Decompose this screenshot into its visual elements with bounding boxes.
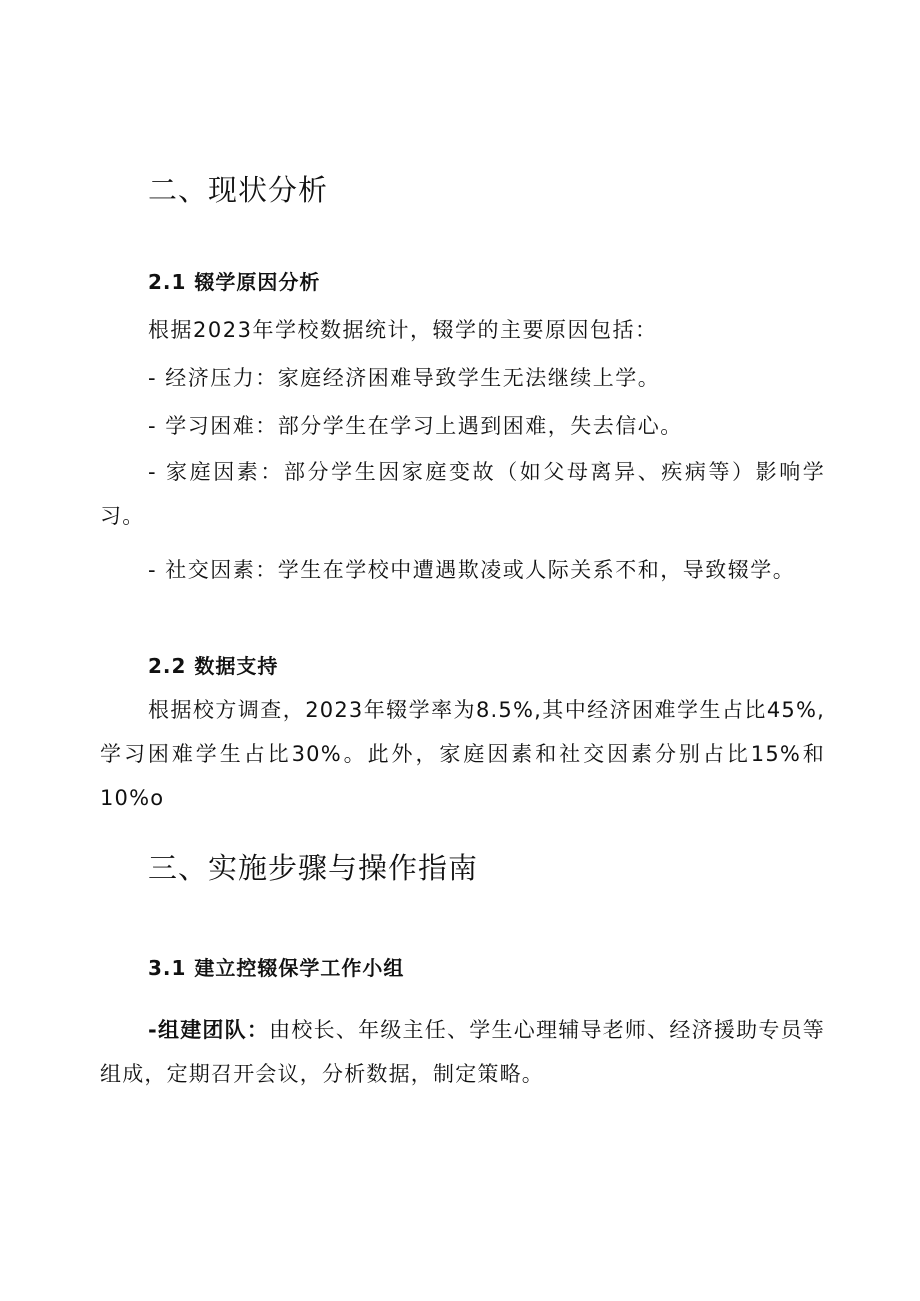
section-3-heading: 三、实施步骤与操作指南 (148, 851, 479, 885)
team-building-lead: -组建团队： (148, 1018, 270, 1042)
reason-item-family: - 家庭因素：部分学生因家庭变故（如父母离异、疾病等）影响学习。 (100, 460, 825, 528)
reason-item-learning: - 学习困难：部分学生在学习上遇到困难，失去信心。 (148, 414, 683, 438)
subsection-3-1-heading: 3.1 建立控辍保学工作小组 (148, 956, 405, 980)
data-support-paragraph: 根据校方调查，2023年辍学率为8.5%,其中经济困难学生占比45%,学习困难学生占比30%。此外，家庭因素和社交因素分别占比15%和10%o (100, 698, 825, 810)
subsection-2-2-heading: 2.2 数据支持 (148, 654, 279, 678)
team-building-text: 由校长、年级主任、学生心理辅导老师、经济援助专员等组成，定期召开会议，分析数据，制定策略。 (100, 1018, 826, 1086)
team-building-paragraph (100, 1008, 825, 1096)
subsection-2-1-heading: 2.1 辍学原因分析 (148, 270, 321, 294)
subsection-2-1-intro: 根据2023年学校数据统计，辍学的主要原因包括： (148, 318, 658, 342)
reason-item-social: - 社交因素：学生在学校中遭遇欺凌或人际关系不和，导致辍学。 (148, 558, 796, 582)
section-2-heading: 二、现状分析 (148, 173, 329, 207)
reason-item-economic: - 经济压力：家庭经济困难导致学生无法继续上学。 (148, 366, 661, 390)
